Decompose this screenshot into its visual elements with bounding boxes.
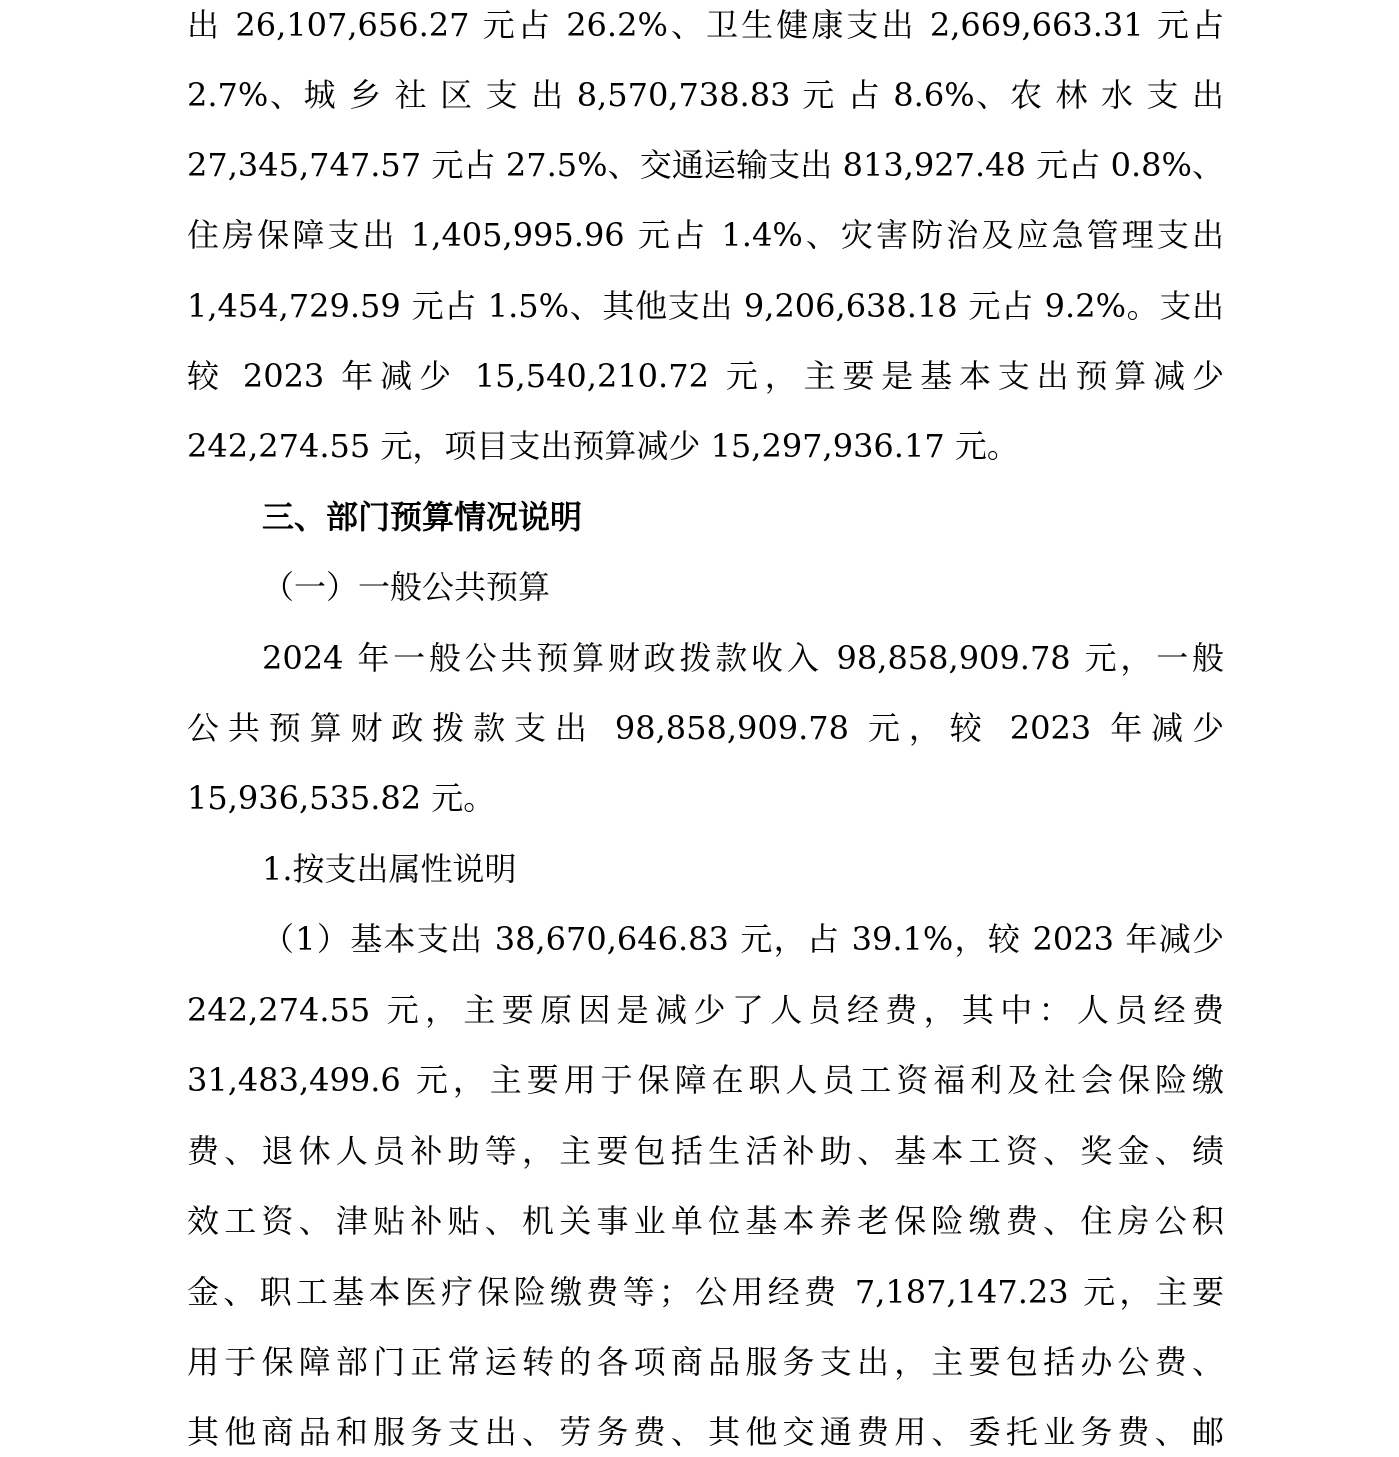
paragraph-line: 2.7%、城 乡 社 区 支 出 8,570,738.83 元 占 8.6%、农 林 水 支 出 — [187, 76, 1224, 114]
paragraph-line: 2024 年一般公共预算财政拨款收入 98,858,909.78 元，一般 — [262, 639, 1224, 677]
paragraph-line: （1）基本支出 38,670,646.83 元，占 39.1%，较 2023 年减少 — [262, 920, 1224, 958]
section-heading: 三、部门预算情况说明 — [262, 498, 583, 536]
paragraph-line: 242,274.55 元，主要原因是减少了人员经费，其中：人员经费 — [187, 991, 1224, 1029]
paragraph-line: 效工资、津贴补贴、机关事业单位基本养老保险缴费、住房公积 — [187, 1202, 1224, 1240]
subsection-heading: （一）一般公共预算 — [262, 568, 551, 606]
paragraph-line: 公共预算财政拨款支出 98,858,909.78 元，较 2023 年减少 — [187, 709, 1224, 747]
paragraph-line: 较 2023 年减少 15,540,210.72 元，主要是基本支出预算减少 — [187, 357, 1224, 395]
paragraph-line: 15,936,535.82 元。 — [187, 779, 496, 817]
paragraph-line: 金、职工基本医疗保险缴费等；公用经费 7,187,147.23 元，主要 — [187, 1273, 1224, 1311]
item-heading: 1.按支出属性说明 — [262, 850, 517, 888]
paragraph-line: 住房保障支出 1,405,995.96 元占 1.4%、灾害防治及应急管理支出 — [187, 216, 1224, 254]
paragraph-line: 242,274.55 元，项目支出预算减少 15,297,936.17 元。 — [187, 427, 1019, 465]
paragraph-line: 出 26,107,656.27 元占 26.2%、卫生健康支出 2,669,663.31 元占 — [187, 6, 1224, 44]
paragraph-line: 费、退休人员补助等，主要包括生活补助、基本工资、奖金、绩 — [187, 1132, 1224, 1170]
paragraph-line: 用于保障部门正常运转的各项商品服务支出，主要包括办公费、 — [187, 1343, 1224, 1381]
paragraph-line: 31,483,499.6 元，主要用于保障在职人员工资福利及社会保险缴 — [187, 1061, 1224, 1099]
paragraph-line: 其他商品和服务支出、劳务费、其他交通费用、委托业务费、邮 — [187, 1413, 1224, 1451]
paragraph-line: 1,454,729.59 元占 1.5%、其他支出 9,206,638.18 元占 9.2%。支出 — [187, 287, 1224, 325]
paragraph-line: 27,345,747.57 元占 27.5%、交通运输支出 813,927.48 元占 0.8%、 — [187, 146, 1224, 184]
